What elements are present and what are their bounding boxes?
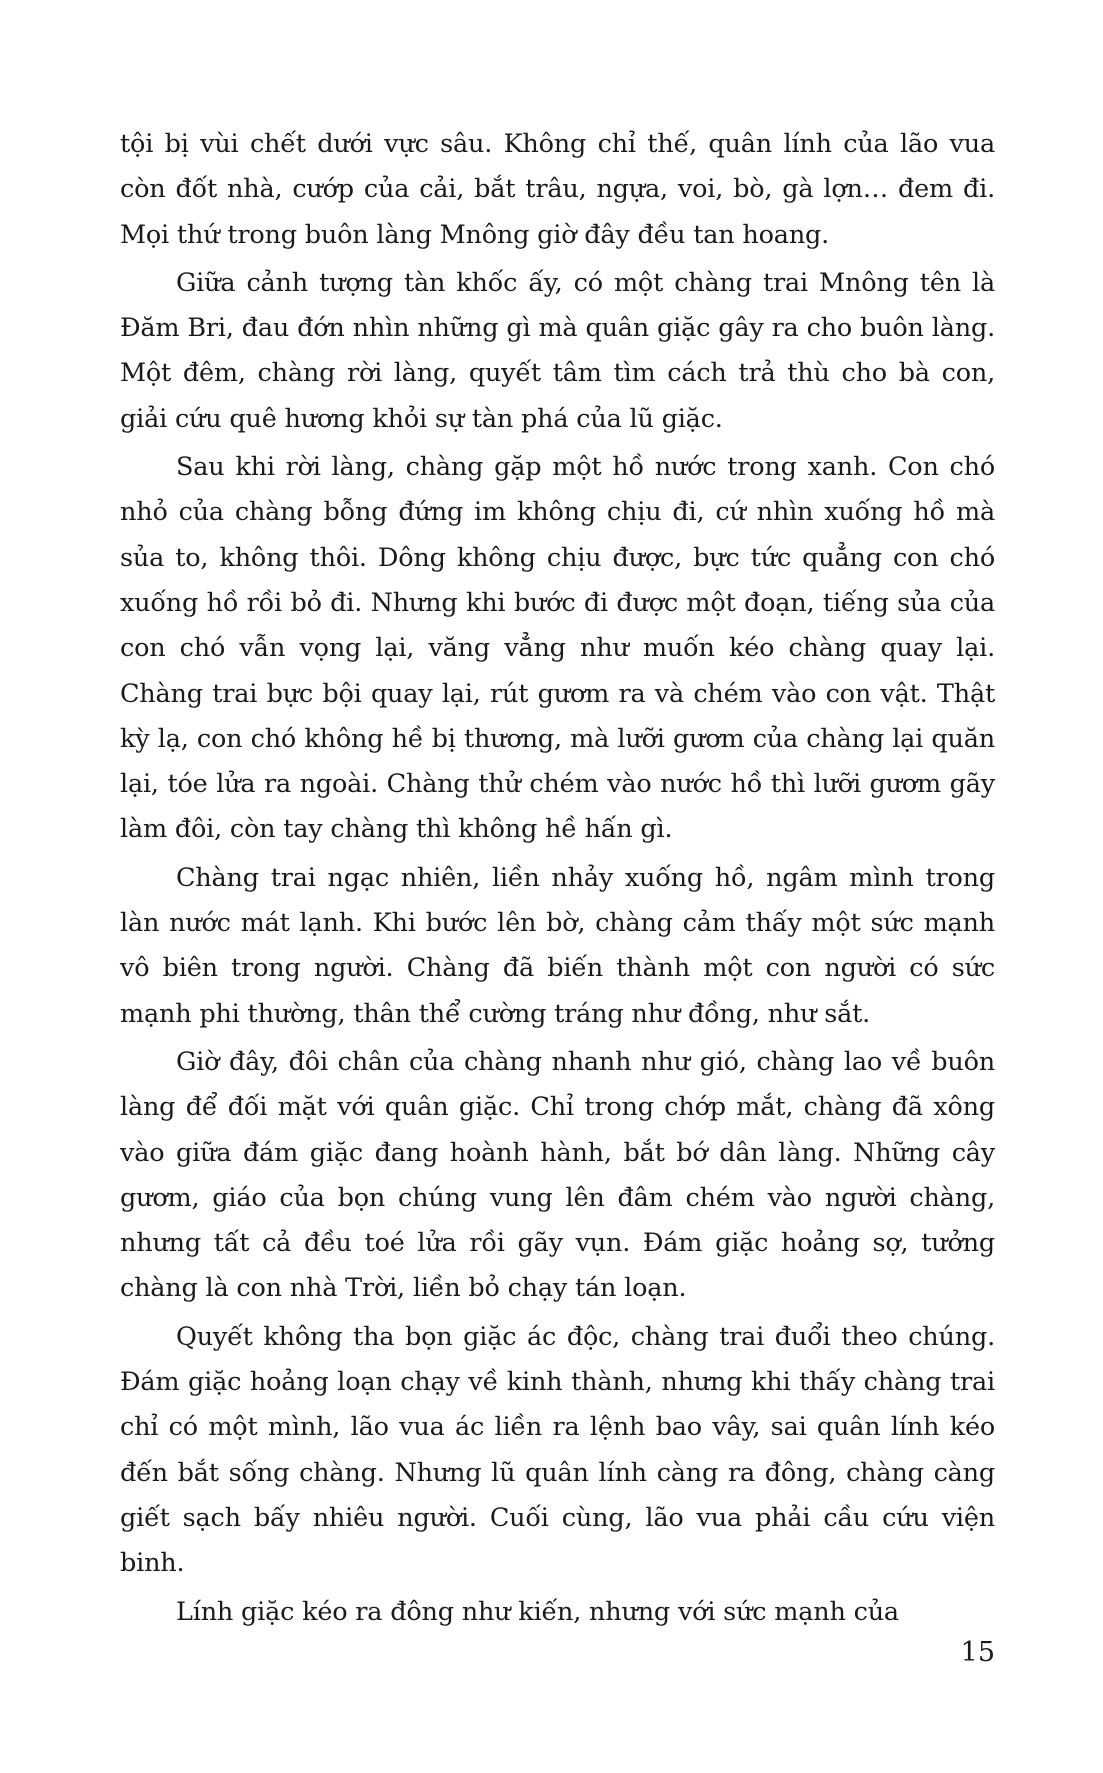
- page-body: [120, 122, 995, 1635]
- paragraph-4: Chàng trai ngạc nhiên, liền nhảy xuống hồ, ngâm mình trong làn nước mát lạnh. Khi bước lên bờ, chàng cảm thấy một sức mạnh vô biên trong người. Chàng đã biến thành một con người có sức mạnh phi thường, thân thể cường tráng như đồng, như sắt.: [120, 862, 995, 1029]
- page-number: 15: [960, 1637, 995, 1668]
- paragraph-2: Giữa cảnh tượng tàn khốc ấy, có một chàng trai Mnông tên là Đăm Bri, đau đớn nhìn những gì mà quân giặc gây ra cho buôn làng. Một đêm, chàng rời làng, quyết tâm tìm cách trả thù cho bà con, giải cứu quê hương khỏi sự tàn phá của lũ giặc.: [120, 267, 995, 434]
- paragraph-1: tội bị vùi chết dưới vực sâu. Không chỉ thế, quân lính của lão vua còn đốt nhà, cướp của cải, bắt trâu, ngựa, voi, bò, gà lợn… đem đi. Mọi thứ trong buôn làng Mnông giờ đây đều tan hoang.: [120, 129, 995, 250]
- paragraph-3: Sau khi rời làng, chàng gặp một hồ nước trong xanh. Con chó nhỏ của chàng bỗng đứng im không chịu đi, cứ nhìn xuống hồ mà sủa to, không thôi. Dông không chịu được, bực tức quẳng con chó xuống hồ rồi bỏ đi. Nhưng khi bước đi được một đoạn, tiếng sủa của con chó vẫn vọng lại, văng vẳng như muốn kéo chàng quay lại. Chàng trai bực bội quay lại, rút gươm ra và chém vào con vật. Thật kỳ lạ, con chó không hề bị thương, mà lưỡi gươm của chàng lại quăn lại, tóe lửa ra ngoài. Chàng thử chém vào nước hồ thì lưỡi gươm gãy làm đôi, còn tay chàng thì không hề hấn gì.: [120, 452, 995, 845]
- paragraph-5: Giờ đây, đôi chân của chàng nhanh như gió, chàng lao về buôn làng để đối mặt với quân giặc. Chỉ trong chớp mắt, chàng đã xông vào giữa đám giặc đang hoành hành, bắt bớ dân làng. Những cây gươm, giáo của bọn chúng vung lên đâm chém vào người chàng, nhưng tất cả đều toé lửa rồi gãy vụn. Đám giặc hoảng sợ, tưởng chàng là con nhà Trời, liền bỏ chạy tán loạn.: [120, 1046, 995, 1304]
- paragraph-7: Lính giặc kéo ra đông như kiến, nhưng với sức mạnh của: [176, 1596, 899, 1627]
- paragraph-6: Quyết không tha bọn giặc ác độc, chàng trai đuổi theo chúng. Đám giặc hoảng loạn chạy về kinh thành, nhưng khi thấy chàng trai chỉ có một mình, lão vua ác liền ra lệnh bao vây, sai quân lính kéo đến bắt sống chàng. Nhưng lũ quân lính càng ra đông, chàng càng giết sạch bấy nhiêu người. Cuối cùng, lão vua phải cầu cứu viện binh.: [120, 1321, 995, 1579]
